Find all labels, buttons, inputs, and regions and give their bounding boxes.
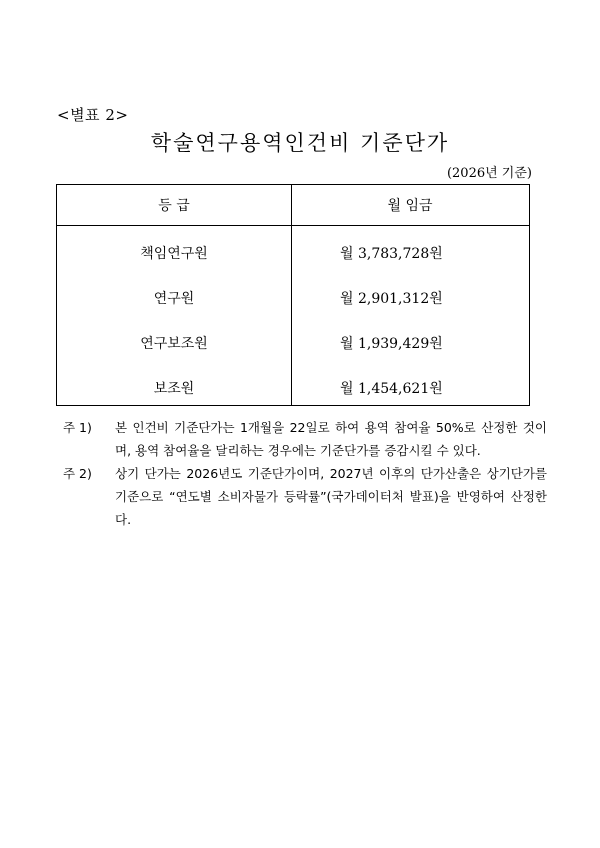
table-body	[57, 226, 529, 410]
grade-cell: 책임연구원	[140, 245, 208, 262]
column-divider	[291, 185, 292, 405]
table-row	[57, 365, 529, 410]
table-header-row	[57, 185, 529, 226]
footnote-1	[63, 416, 547, 462]
header-pay-cell	[291, 195, 529, 215]
base-year-note: (2026년 기준)	[446, 166, 532, 181]
grade-cell: 보조원	[153, 380, 195, 397]
pay-cell: 월 1,939,429원	[340, 335, 443, 352]
pay-cell: 월 2,901,312원	[340, 290, 443, 307]
header-pay-label: 월 임금	[387, 198, 433, 214]
footnote-marker: 주 2)	[63, 466, 92, 481]
header-grade-cell	[57, 195, 291, 215]
page-title: 학술연구용역인건비 기준단가	[150, 131, 450, 155]
grade-cell: 연구보조원	[140, 335, 208, 352]
table-row	[57, 320, 529, 365]
footnote-text: 상기 단가는 2026년도 기준단가이며, 2027년 이후의 단가산출은 상기단가를 기준으로 “연도별 소비자물가 등락률”(국가데이터처 발표)을 반영하여 산정한다.	[115, 466, 547, 527]
footnote-text: 본 인건비 기준단가는 1개월을 22일로 하여 용역 참여율 50%로 산정한 것이며, 용역 참여율을 달리하는 경우에는 기준단가를 증감시킬 수 있다.	[115, 420, 547, 458]
footnote-2	[63, 462, 547, 531]
pay-cell: 월 3,783,728원	[340, 245, 443, 262]
rate-table	[56, 184, 530, 406]
annex-label: <별표 2>	[57, 106, 129, 124]
footnotes	[63, 416, 547, 531]
grade-cell: 연구원	[153, 290, 195, 307]
footnote-marker: 주 1)	[63, 420, 92, 435]
header-grade-label: 등 급	[158, 198, 190, 214]
table-row	[57, 230, 529, 275]
pay-cell: 월 1,454,621원	[340, 380, 443, 397]
table-row	[57, 275, 529, 320]
